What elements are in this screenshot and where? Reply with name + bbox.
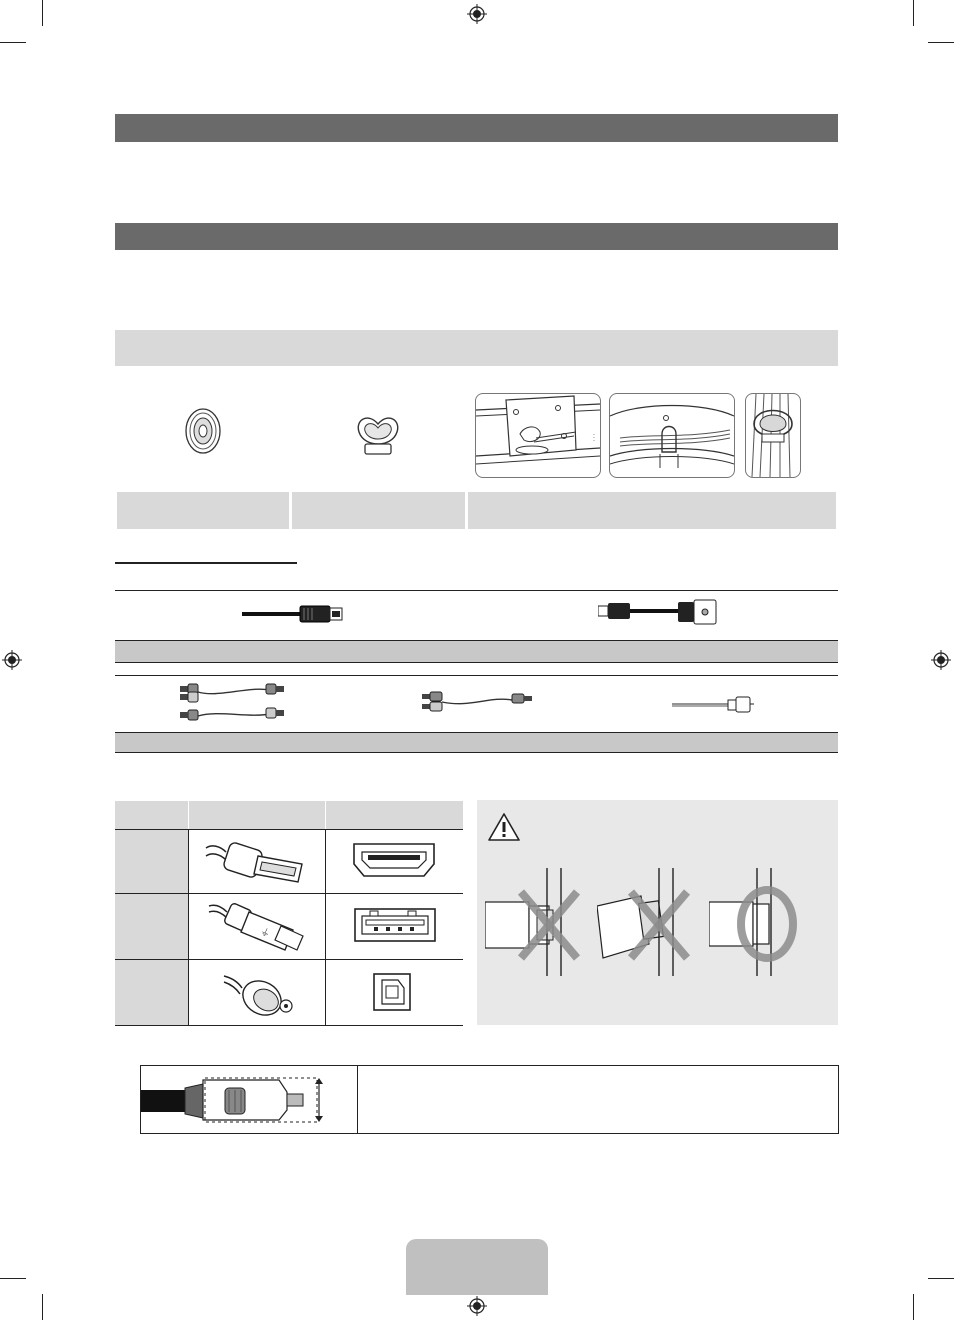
registration-mark-top: [467, 4, 487, 24]
incorrect-connection-2-illustration: [597, 866, 697, 976]
registration-mark-right: [931, 650, 951, 670]
connector-table-divider-2: [325, 829, 326, 1025]
connector-table-header-3: [326, 801, 463, 829]
hdmi-plug-icon: [202, 834, 312, 888]
connector-table-divider-1: [188, 829, 189, 1025]
accessory-label-cell-2: [292, 492, 465, 529]
connector-row-label-1: [115, 829, 188, 1025]
connector-table-header-1: [115, 801, 188, 829]
accessories-header-bar: [115, 330, 838, 366]
correct-connection-illustration: [709, 866, 809, 976]
registration-mark-left: [2, 650, 22, 670]
cable-holder-icon: [353, 410, 403, 460]
accessory-label-cell-3: [468, 492, 836, 529]
composite-av-cable-icon: [420, 688, 534, 718]
cable-thickness-box: [140, 1065, 839, 1134]
antenna-cable-icon: [672, 694, 756, 714]
warning-triangle-icon: [487, 812, 521, 842]
optical-port-icon: [372, 972, 412, 1012]
cable-row-2-label-bar: [115, 732, 838, 753]
connector-table-rule-4: [115, 1025, 463, 1026]
cable-holder-install-image-3: [745, 393, 801, 478]
cable-thickness-illustration: [141, 1074, 341, 1126]
connector-table-rule-2: [115, 893, 463, 894]
page-number-tab: [406, 1239, 548, 1295]
accessory-label-cell-1: [117, 492, 289, 529]
cable-row-2-top-rule: [115, 675, 838, 676]
cable-row-1-top-rule: [115, 590, 838, 591]
cable-holder-install-image-2: [609, 393, 735, 478]
svg-text:⏚: ⏚: [258, 926, 272, 941]
usb-port-icon: [352, 906, 438, 944]
hdmi-to-dvi-cable-icon: [598, 598, 720, 628]
cable-row-1-label-bar: [115, 640, 838, 663]
cables-heading-underline: [115, 562, 297, 564]
cable-holder-install-image-1: [475, 393, 601, 478]
registration-mark-bottom: [467, 1296, 487, 1316]
section-header-bar-2: [115, 223, 838, 250]
incorrect-connection-1-illustration: [485, 866, 585, 976]
usb-plug-icon: [205, 898, 309, 954]
connector-table-rule-3: [115, 959, 463, 960]
connector-table-rule-1: [115, 829, 463, 830]
section-header-bar-1: [115, 114, 838, 142]
hdmi-cable-icon: [242, 600, 346, 628]
cable-thickness-divider: [357, 1066, 358, 1133]
caution-panel: [477, 800, 838, 1025]
component-cable-icon: [178, 680, 288, 726]
wall-mount-ring-icon: [183, 405, 223, 457]
hdmi-port-icon: [350, 840, 438, 880]
optical-plug-icon: [222, 966, 302, 1020]
connector-table-header-2: [189, 801, 325, 829]
